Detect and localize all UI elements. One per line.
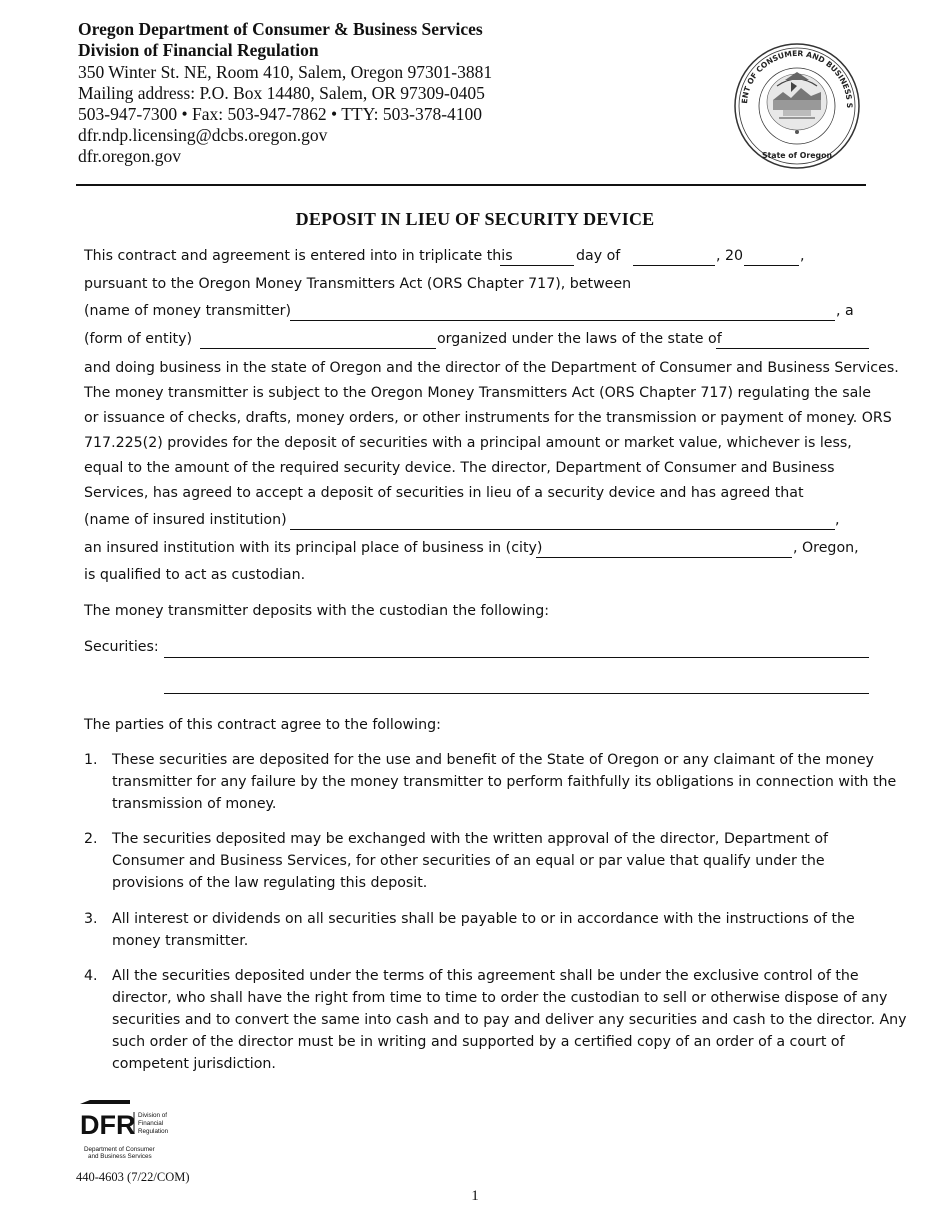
paragraph-line: Services, has agreed to accept a deposit of securities in lieu of a security device and has agreed that	[84, 485, 804, 501]
paragraph-line: 717.225(2) provides for the deposit of securities with a principal amount or market value, whichever is less,	[84, 435, 852, 451]
custodian-text: is qualified to act as custodian.	[84, 567, 306, 583]
page-number: 1	[471, 1188, 479, 1204]
form-of-entity-field[interactable]	[200, 348, 436, 349]
list-item	[112, 749, 897, 815]
item-line: All interest or dividends on all securities shall be payable to or in accordance with the instructions of the	[112, 911, 855, 927]
a-text: , a	[836, 303, 854, 319]
form-of-entity-label: (form of entity)	[84, 331, 193, 347]
item-number: 4.	[84, 968, 98, 984]
parties-text: The parties of this contract agree to the following:	[84, 717, 441, 733]
item-line: director, who shall have the right from time to time to order the custodian to sell or otherwise dispose of any	[112, 990, 888, 1006]
securities-field-line-1[interactable]	[164, 657, 869, 658]
item-number: 2.	[84, 831, 98, 847]
item-line: securities and to convert the same into cash and to pay and deliver any securities and cash to the director. Any	[112, 1012, 907, 1028]
day-field[interactable]	[500, 265, 574, 266]
insured-institution-label: (name of insured institution)	[84, 512, 287, 528]
dfr-logo	[78, 1098, 188, 1162]
organized-under-label: organized under the laws of the state of	[437, 331, 722, 347]
item-number: 1.	[84, 752, 98, 768]
dfr-logo-dept-2: and Business Services	[88, 1153, 152, 1160]
list-item	[112, 828, 870, 894]
deposits-text: The money transmitter deposits with the custodian the following:	[84, 603, 550, 619]
header-website[interactable]: dfr.oregon.gov	[78, 146, 182, 166]
header-email[interactable]: dfr.ndp.licensing@dcbs.oregon.gov	[78, 125, 328, 145]
dfr-logo-division-1: Division of	[138, 1112, 168, 1119]
header-division: Division of Financial Regulation	[78, 40, 319, 60]
year-prefix-label: , 20	[716, 248, 744, 264]
item-line: transmission of money.	[112, 796, 277, 812]
dfr-logo-division-3: Regulation	[138, 1128, 169, 1135]
oregon-text: , Oregon,	[793, 540, 859, 556]
paragraph-line: or issuance of checks, drafts, money orders, or other instruments for the transmission or payment of money. ORS	[84, 410, 892, 426]
state-of-organization-field[interactable]	[716, 348, 869, 349]
item-line: provisions of the law regulating this deposit.	[112, 875, 428, 891]
year-field[interactable]	[744, 265, 799, 266]
item-line: money transmitter.	[112, 933, 249, 949]
paragraph-line: The money transmitter is subject to the Oregon Money Transmitters Act (ORS Chapter 717) regulating the sale	[84, 385, 871, 401]
list-item	[112, 965, 907, 1075]
comma: ,	[800, 248, 805, 264]
city-label: an insured institution with its principal place of business in (city)	[84, 540, 543, 556]
dfr-logo-abbr: DFR	[80, 1110, 136, 1140]
header-phones: 503-947-7300 • Fax: 503-947-7862 • TTY: 503-378-4100	[78, 104, 483, 124]
paragraph-line: and doing business in the state of Oregon and the director of the Department of Consumer and Business Services.	[84, 360, 899, 376]
oregon-seal-icon	[733, 42, 861, 170]
securities-field-line-2[interactable]	[164, 693, 869, 694]
header-divider	[76, 184, 866, 186]
item-line: Consumer and Business Services, for other securities of an equal or par value that qualify under the	[112, 853, 825, 869]
comma: ,	[835, 512, 840, 528]
insured-institution-field[interactable]	[290, 529, 835, 530]
form-code: 440-4603 (7/22/COM)	[76, 1170, 190, 1184]
item-line: All the securities deposited under the terms of this agreement shall be under the exclusive control of the	[112, 968, 859, 984]
header-org-name: Oregon Department of Consumer & Business Services	[78, 19, 483, 39]
money-transmitter-field[interactable]	[290, 320, 835, 321]
money-transmitter-label: (name of money transmitter)	[84, 303, 292, 319]
paragraph-line: equal to the amount of the required security device. The director, Department of Consumer and Business	[84, 460, 835, 476]
header-address: 350 Winter St. NE, Room 410, Salem, Oregon 97301-3881	[78, 62, 493, 82]
seal-outer-text: ENT OF CONSUMER AND BUSINESS S	[740, 48, 855, 109]
list-item	[112, 908, 870, 952]
seal-bottom-text: State of Oregon	[761, 151, 833, 160]
header-mailing-address: Mailing address: P.O. Box 14480, Salem, OR 97309-0405	[78, 83, 485, 103]
dfr-logo-dept-1: Department of Consumer	[84, 1146, 155, 1153]
item-line: The securities deposited may be exchanged with the written approval of the director, Department of	[112, 831, 828, 847]
intro-text: This contract and agreement is entered into in triplicate this	[84, 248, 513, 264]
month-field[interactable]	[633, 265, 715, 266]
city-field[interactable]	[536, 557, 792, 558]
item-line: transmitter for any failure by the money transmitter to perform faithfully its obligations in connection with the	[112, 774, 897, 790]
item-number: 3.	[84, 911, 98, 927]
oregon-outline-icon	[80, 1100, 130, 1104]
securities-label: Securities:	[84, 639, 159, 655]
day-of-label: day of	[576, 248, 621, 264]
item-line: These securities are deposited for the use and benefit of the State of Oregon or any claimant of the money	[112, 752, 874, 768]
form-title: DEPOSIT IN LIEU OF SECURITY DEVICE	[295, 209, 655, 229]
dfr-logo-division-2: Financial	[138, 1120, 164, 1127]
act-reference-text: pursuant to the Oregon Money Transmitters Act (ORS Chapter 717), between	[84, 276, 632, 292]
item-line: such order of the director must be in writing and supported by a certified copy of an order of a court of	[112, 1034, 845, 1050]
item-line: competent jurisdiction.	[112, 1056, 276, 1072]
